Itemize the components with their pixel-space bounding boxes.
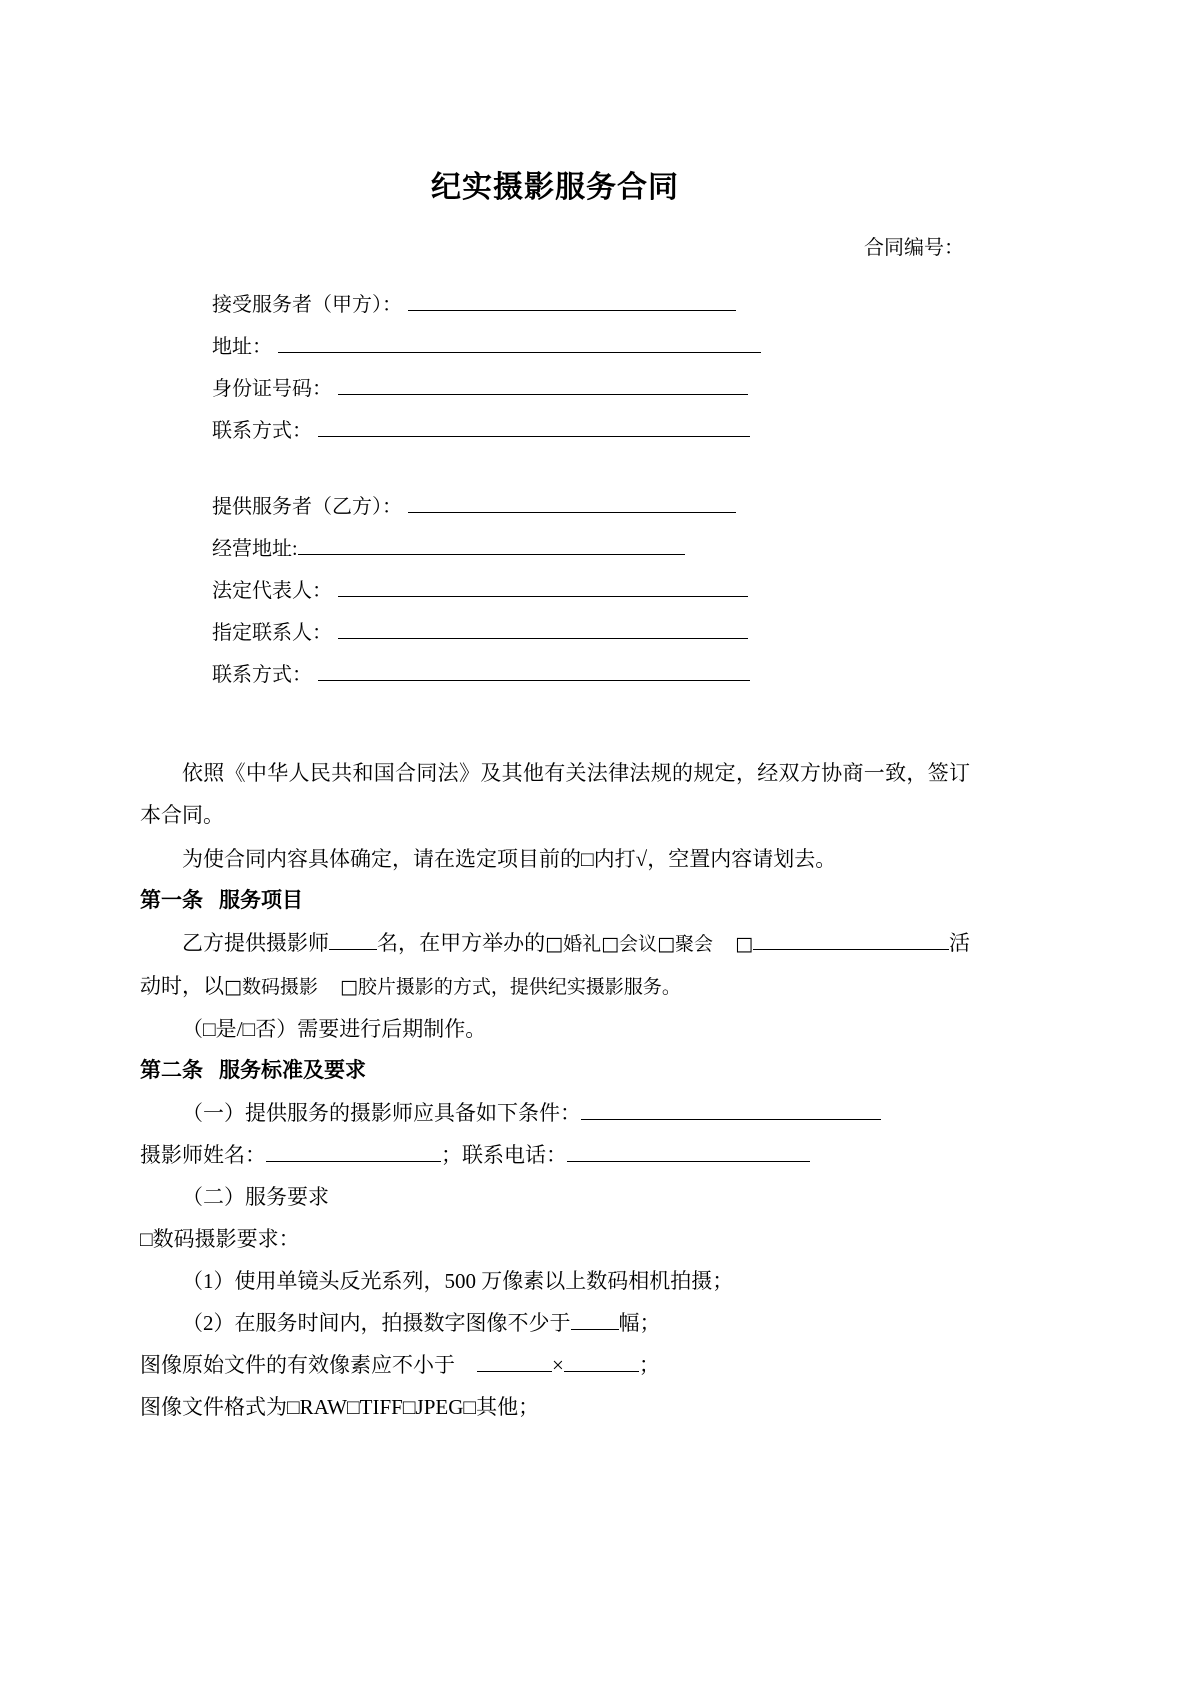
field-row-party-b-contact xyxy=(212,662,970,704)
field-row-party-a-name xyxy=(212,292,970,334)
field-row-party-a-id xyxy=(212,376,970,418)
article-1-heading xyxy=(140,880,970,922)
digital-requirement-2-text-2: 幅； xyxy=(618,1311,661,1335)
article-2-item-2: （二）服务要求 xyxy=(182,1185,329,1209)
field-row-party-b-name xyxy=(212,494,970,536)
input-party-a-address[interactable] xyxy=(278,334,761,353)
checkbox-film-photography[interactable]: □胶片摄影的方式，提供纪实摄影服务。 xyxy=(339,976,681,998)
checkbox-meeting[interactable]: □会议 xyxy=(601,933,658,955)
input-photographer-count[interactable] xyxy=(329,932,377,950)
contract-content xyxy=(140,0,970,1428)
input-min-image-count[interactable] xyxy=(571,1312,619,1330)
party-b-block xyxy=(140,494,970,704)
label-party-b-contact: 联系方式： xyxy=(212,664,312,686)
label-party-b-name: 提供服务者（乙方）： xyxy=(212,496,402,518)
digital-requirement-4[interactable]: 图像文件格式为□RAW□TIFF□JPEG□其他； xyxy=(140,1395,540,1419)
input-pixel-width[interactable] xyxy=(477,1354,552,1372)
article-1-text-2: 名，在甲方举办的 xyxy=(377,931,546,955)
article-2-heading xyxy=(140,1050,970,1092)
input-party-b-contact[interactable] xyxy=(318,662,750,681)
article-1-text-3: 活动时，以 xyxy=(140,931,971,998)
label-party-a-id: 身份证号码： xyxy=(212,378,332,400)
label-party-b-address: 经营地址: xyxy=(212,538,298,560)
article-2-photographer-row xyxy=(140,1134,970,1176)
party-a-block xyxy=(140,292,970,460)
input-photographer-name[interactable] xyxy=(266,1144,441,1162)
article-2-title: 服务标准及要求 xyxy=(219,1059,366,1082)
digital-requirement-heading[interactable]: □数码摄影要求： xyxy=(140,1227,300,1251)
field-row-party-a-contact xyxy=(212,418,970,460)
article-1-service-line xyxy=(140,922,970,1008)
field-row-party-b-address xyxy=(212,536,970,578)
article-2-item-1-label: （一）提供服务的摄影师应具备如下条件： xyxy=(182,1101,581,1125)
checkbox-wedding[interactable]: □婚礼 xyxy=(545,933,602,955)
input-pixel-height[interactable] xyxy=(564,1354,639,1372)
contract-number-label: 合同编号： xyxy=(864,237,964,259)
article-1-number: 第一条 xyxy=(140,889,203,912)
input-photographer-phone[interactable] xyxy=(567,1144,810,1162)
label-party-a-name: 接受服务者（甲方）： xyxy=(212,294,402,316)
digital-requirement-3 xyxy=(140,1344,970,1386)
label-party-b-legal-rep: 法定代表人： xyxy=(212,580,332,602)
checkbox-party[interactable]: □聚会 xyxy=(657,933,714,955)
checkbox-digital-photography[interactable]: □数码摄影 xyxy=(224,976,318,998)
label-party-a-address: 地址： xyxy=(212,336,272,358)
input-party-b-address[interactable] xyxy=(298,536,685,555)
digital-requirement-1: （1）使用单镜头反光系列，500 万像素以上数码相机拍摄； xyxy=(182,1269,734,1293)
input-party-a-name[interactable] xyxy=(408,292,736,311)
digital-requirement-3-text-1: 图像原始文件的有效像素应不小于 xyxy=(140,1353,455,1377)
field-row-party-b-legal-rep xyxy=(212,578,970,620)
pixel-multiply-sign: × xyxy=(552,1353,564,1377)
label-party-a-contact: 联系方式： xyxy=(212,420,312,442)
article-1-text-1: 乙方提供摄影师 xyxy=(182,931,330,955)
input-party-b-name[interactable] xyxy=(408,494,736,513)
page-title: 纪实摄影服务合同 xyxy=(431,171,679,204)
input-party-b-legal-rep[interactable] xyxy=(338,578,748,597)
digital-requirement-3-text-2: ； xyxy=(638,1353,660,1377)
input-photographer-conditions[interactable] xyxy=(581,1102,881,1120)
article-2-item-1 xyxy=(140,1092,970,1134)
label-photographer-phone: ；联系电话： xyxy=(441,1143,567,1167)
input-party-b-contact-person[interactable] xyxy=(338,620,748,639)
input-party-a-id[interactable] xyxy=(338,376,748,395)
digital-requirement-2 xyxy=(140,1302,970,1344)
input-other-event[interactable] xyxy=(753,932,949,950)
preamble-instruction: 为使合同内容具体确定，请在选定项目前的□内打√，空置内容请划去。 xyxy=(182,847,837,871)
article-1-post-production[interactable]: （□是/□否）需要进行后期制作。 xyxy=(182,1017,487,1041)
field-row-party-b-contact-person xyxy=(212,620,970,662)
label-party-b-contact-person: 指定联系人： xyxy=(212,622,332,644)
checkbox-other-event[interactable]: □ xyxy=(735,933,754,955)
article-1-title: 服务项目 xyxy=(219,889,303,912)
article-2-number: 第二条 xyxy=(140,1059,203,1082)
input-party-a-contact[interactable] xyxy=(318,418,750,437)
preamble-law-paragraph: 依照《中华人民共和国合同法》及其他有关法律法规的规定，经双方协商一致，签订本合同。 xyxy=(140,761,970,827)
label-photographer-name: 摄影师姓名： xyxy=(140,1143,266,1167)
digital-requirement-2-text-1: （2）在服务时间内，拍摄数字图像不少于 xyxy=(182,1311,571,1335)
field-row-party-a-address xyxy=(212,334,970,376)
